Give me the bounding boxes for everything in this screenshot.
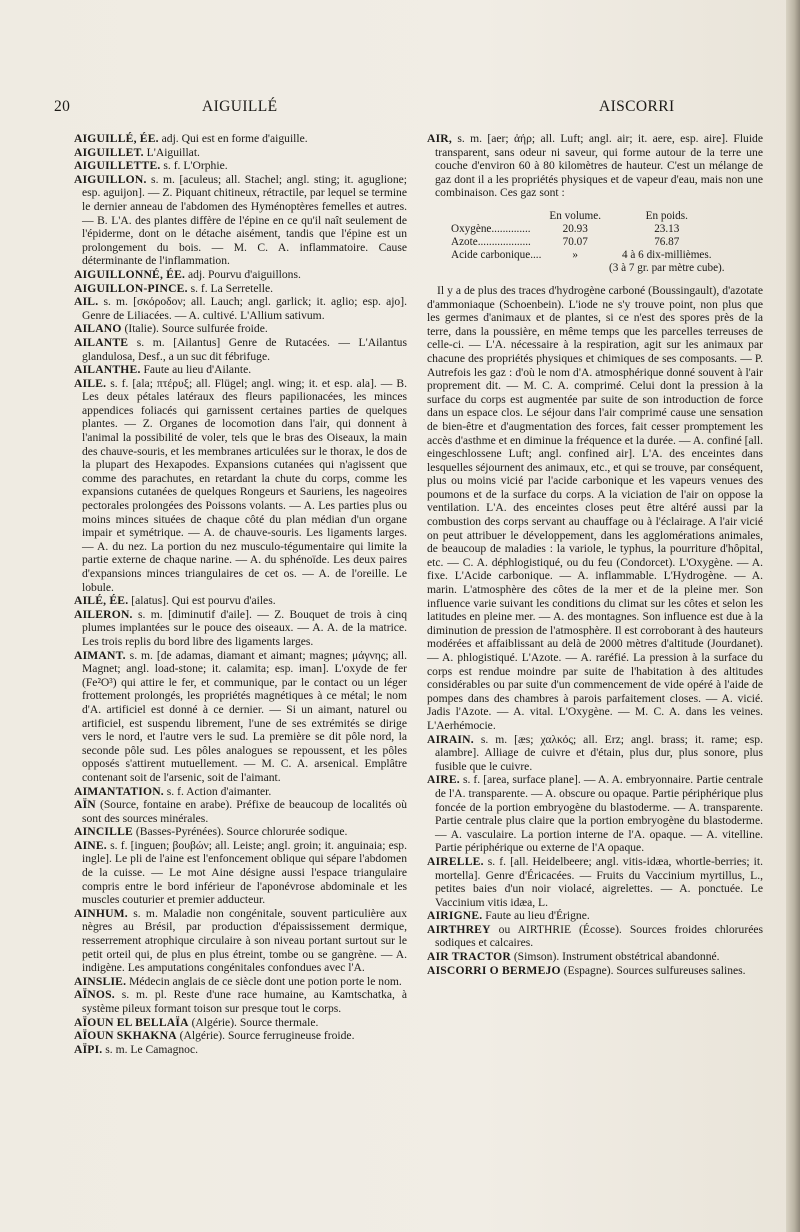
entry-aile — [74, 377, 407, 595]
entry-aincille — [74, 825, 407, 839]
entry-aiguillonne-ee — [74, 268, 407, 282]
entry-text: s. m. [σκόροδον; all. Lauch; angl. garlick; it. aglio; esp. ajo]. Genre de Liliacées. — A. cultivé. L'Allium sativum. — [82, 295, 407, 322]
entry-ailanthe — [74, 363, 407, 377]
entry-headword: AÏPI. — [74, 1042, 103, 1056]
entry-aiguillon — [74, 173, 407, 268]
entry-headword: AÏN — [74, 798, 96, 812]
entry-headword: AILE. — [74, 376, 107, 390]
entry-headword: AÏOUN SKHAKNA — [74, 1029, 177, 1043]
entry-headword: AILANTHE. — [74, 363, 141, 377]
header-first-word: AIGUILLÉ — [202, 98, 278, 115]
entry-text: s. m. Le Camagnoc. — [102, 1042, 199, 1056]
entry-headword: AILANO — [74, 322, 122, 336]
table-cell: Azote................... — [451, 235, 531, 248]
entry-text: Faute au lieu d'Ailante. — [140, 363, 252, 377]
entry-text: (Simson). Instrument obstétrical abandonné. — [510, 950, 720, 964]
entry-headword: AIMANT. — [74, 648, 126, 662]
table-cell: Acide carbonique.... — [451, 248, 542, 261]
entry-ainos — [74, 988, 407, 1015]
right-column — [427, 132, 763, 977]
entry-headword: AIGUILLON-PINCE. — [74, 281, 188, 295]
entry-air — [427, 132, 763, 200]
entry-text: Médecin anglais de ce siècle dont une potion porte le nom. — [126, 974, 402, 988]
entry-aile-ee — [74, 594, 407, 608]
entry-aiguillon-pince — [74, 282, 407, 296]
header-last-word: AISCORRI — [599, 98, 675, 115]
entry-air-tractor — [427, 950, 763, 964]
left-column — [74, 132, 407, 1056]
entry-aipi — [74, 1043, 407, 1057]
entry-text: (Espagne). Sources sulfureuses salines. — [560, 963, 746, 977]
entry-aiguille-ee — [74, 132, 407, 146]
page-edge — [786, 0, 800, 1232]
entry-ainhum — [74, 907, 407, 975]
entry-headword: AIGUILLET. — [74, 145, 144, 159]
entry-headword: AÏNOS. — [74, 988, 115, 1002]
entry-text: s. f. [ala; πτέρυξ; all. Flügel; angl. wing; it. et esp. ala]. — B. Les deux pétales latéraux des fleurs papilionacées, les minces appendices foliacés qui garnissent certaines parties de quelques plantes. — Z. Organes de locomotion dans l'air, qui donnent à l'animal la possibilité de voler, tels que le bras des Oiseaux, la main des chauve-souris, et les membranes articulées sur le thorax, le dos de la plupart des Hexapodes. Expansions cutanées qui n'agissent que comme des parachutes, en retardant la chute du corps, comme les expansions cutanées de quelques Rongeurs et Sauriens, les nageoires pectorales prolongées des Poissons volants. — A. Les parties plus ou moins minces situées de chaque côté du plan médian d'un organe impair et symétrique. — A. de chauve-souris. Les ligaments larges. — A. du nez. La portion du nez musculo-tégumentaire qui limite la partie externe de chaque narine. — A. du sphénoïde. Les deux paires d'expansions minces triangulaires de cet os. — A. de l'oreille. Le lobule. — [82, 376, 407, 594]
entry-text: s. m. [diminutif d'aile]. — Z. Bouquet de trois à cinq plumes implantées sur le pouce des oiseaux. — A. A. de la matrice. Les trois replis du bord libre des ligaments larges. — [82, 607, 407, 648]
entry-text: s. f. [all. Heidelbeere; angl. vitis-idæa, whortle-berries; it. mortella]. Genre d'Éricacées. — Fruits du Vaccinium myrtillus, L., petites baies d'un noir violacé, aigrelettes. — A. ponctuée. Le Vaccinium vitis idæa, L. — [435, 854, 763, 909]
entry-text: (Basses-Pyrénées). Source chlorurée sodique. — [132, 825, 348, 839]
entry-text: s. m. [de adamas, diamant et aimant; magnes; μάγνης; all. Magnet; angl. load-stone; it. calamita; esp. iman]. L'oxyde de fer (Fe²O³) qui attire le fer, et communique, par le contact ou un léger frottement prolongés, les propriétés magnétiques à ce métal; le nom d'A. artificiel est donné à ce dernier. — Si un aimant, naturel ou artificiel, est suspendu librement, l'une de ses extrémités se dirige vers le nord, et l'autre vers le sud. La première se dit pôle nord, la seconde pôle sud. Les pôles analogues se repoussent, et les pôles opposés s'attirent mutuellement. — M. C. A. arsenical. Emplâtre contenant soit de l'arsenic, soit de l'aimant. — [82, 648, 407, 784]
entry-ailano — [74, 322, 407, 336]
entry-headword: AIGUILLONNÉ, ÉE. — [74, 267, 186, 281]
running-header — [54, 98, 764, 124]
table-cell: 4 à 6 dix-millièmes. — [622, 248, 712, 261]
entry-headword: AILÉ, ÉE. — [74, 594, 129, 608]
table-header-cell: En poids. — [645, 209, 688, 222]
table-row — [447, 249, 729, 262]
entry-text: s. m. pl. Reste d'une race humaine, au Kamtschatka, à système pileux formant toison sur presque tout le corps. — [82, 988, 407, 1015]
entry-text: s. f. [area, surface plane]. — A. A. embryonnaire. Partie centrale de l'A. transparente. — A. obscure ou opaque. Partie périphérique plus foncée de la portion embryogène du blastoderme. — A. transparente. Partie centrale plus claire que la portion embryogène du blastoderme. — A. vasculaire. La portion interne de l'A. opaque. — A. vitelline. Partie périphérique ou externe de l'A opaque. — [435, 773, 763, 855]
entry-aileron — [74, 608, 407, 649]
air-composition-table — [447, 210, 729, 275]
table-note-row — [447, 262, 729, 275]
entry-aimant — [74, 649, 407, 785]
entry-headword: AIL. — [74, 295, 99, 309]
entry-headword: AILERON. — [74, 607, 133, 621]
table-row — [447, 223, 729, 236]
entry-airain — [427, 733, 763, 774]
entry-text: s. m. [Ailantus] Genre de Rutacées. — L'Ailantus glandulosa, Desf., a un suc dit fébrifuge. — [82, 335, 407, 363]
entry-text: adj. Pourvu d'aiguillons. — [185, 267, 301, 281]
entry-headword: AIRIGNE. — [427, 909, 483, 923]
entry-headword: AIRAIN. — [427, 732, 474, 746]
page-number: 20 — [54, 98, 71, 115]
table-header-cell — [447, 210, 545, 223]
entry-aimantation — [74, 785, 407, 799]
entry-headword: AISCORRI O BERMEJO — [427, 963, 561, 977]
entry-text: s. m. [aculeus; all. Stachel; angl. sting; it. aguglione; esp. aguijon]. — Z. Piquant chitineux, rétractile, par lequel se termine le dernier anneau de l'abdomen des Hyménoptères femelles et autres. — B. L'A. des plantes diffère de l'épine en ce qu'il naît seulement de l'épiderme, dont on le détache aisément, tandis que l'épine est un prolongement du bois. — M. C. A. inflammatoire. Cause déterminante de l'inflammation. — [82, 172, 407, 268]
table-header-cell: En volume. — [549, 209, 601, 222]
table-cell: 23.13 — [654, 222, 680, 235]
entry-text: s. f. L'Orphie. — [160, 159, 228, 173]
entry-headword: AINCILLE — [74, 825, 133, 839]
entry-headword: AIR, — [427, 132, 452, 145]
entry-headword: AINSLIE. — [74, 974, 127, 988]
table-cell: 70.07 — [562, 235, 588, 248]
entry-headword: AIGUILLETTE. — [74, 159, 161, 173]
entry-text: (Algérie). Source thermale. — [188, 1015, 319, 1029]
entry-aire — [427, 773, 763, 855]
entry-headword: AIGUILLON. — [74, 172, 147, 186]
table-header-row — [447, 210, 729, 223]
entry-text: ou AIRTHRIE (Écosse). Sources froides chlorurées sodiques et calcaires. — [435, 922, 763, 950]
entry-text: (Source, fontaine en arabe). Préfixe de beaucoup de localités où sont des sources minérales. — [82, 798, 407, 825]
entry-text: Faute au lieu d'Érigne. — [482, 909, 590, 923]
entry-headword: AINHUM. — [74, 906, 128, 920]
entry-airigne — [427, 909, 763, 923]
entry-headword: AINE. — [74, 838, 107, 852]
table-cell: Oxygène.............. — [451, 222, 531, 235]
entry-text: s. f. [inguen; βουβών; all. Leiste; angl. groin; it. anguinaia; esp. ingle]. Le pli de l'aine est l'enfoncement oblique qui sépare l'abdomen de la cuisse. — Le mot Aine désigne aussi l'espace triangulaire compris entre le bord inférieur de l'aponévrose abdominale et les muscles couturier et premier adducteur. — [82, 838, 407, 907]
entry-headword: AIGUILLÉ, ÉE. — [74, 132, 159, 145]
entry-ain — [74, 798, 407, 825]
entry-headword: AÏOUN EL BELLAÏA — [74, 1015, 189, 1029]
entry-ail — [74, 295, 407, 322]
entry-text: s. m. Maladie non congénitale, souvent particulière aux nègres au Brésil, par production d'épaississement dermique, resserrement atrophique circulaire à son niveau portant surtout sur le petit orteil qui, de plus en plus étreint, tombe ou se gangrène. — A. indigène. Les amputations congénitales confondues avec l'A. — [82, 906, 407, 975]
table-cell: 76.87 — [654, 235, 680, 248]
entry-aioun-el-bellaia — [74, 1016, 407, 1030]
table-note: (3 à 7 gr. par mètre cube). — [609, 261, 725, 274]
entry-headword: AIRTHREY — [427, 922, 491, 936]
entry-aioun-skhakna — [74, 1029, 407, 1043]
entry-text: L'Aiguillat. — [143, 145, 200, 159]
entry-text: s. f. La Serretelle. — [187, 281, 273, 295]
entry-ainslie — [74, 975, 407, 989]
entry-text: s. m. [æs; χαλκός; all. Erz; angl. brass; it. rame; esp. alambre]. Alliage de cuivre et d'étain, plus dur, plus sonore, plus fusible que le cuivre. — [435, 732, 763, 773]
entry-text: [alatus]. Qui est pourvu d'ailes. — [128, 594, 276, 608]
table-cell: » — [572, 248, 578, 261]
entry-headword: AIMANTATION. — [74, 784, 164, 798]
entry-airelle — [427, 855, 763, 909]
entry-aiscorri-o-bermejo — [427, 964, 763, 978]
entry-text: s. f. Action d'aimanter. — [163, 784, 272, 798]
entry-aiguillet — [74, 146, 407, 160]
entry-aiguillette — [74, 159, 407, 173]
table-row — [447, 236, 729, 249]
entry-ailante — [74, 336, 407, 363]
entry-headword: AILANTE — [74, 335, 129, 349]
entry-aine — [74, 839, 407, 907]
entry-headword: AIRELLE. — [427, 854, 484, 868]
entry-text: s. m. [aer; ἀήρ; all. Luft; angl. air; it. aere, esp. aire]. Fluide transparent, sans odeur ni saveur, qui forme autour de la terre une couche d'environ 60 à 80 kilomètres de hauteur. C'est un mélange de gaz dont il a les propriétés physiques et de vapeur d'eau, mais non une combinaison. Ces gaz sont : — [435, 132, 763, 200]
entry-headword: AIRE. — [427, 773, 460, 787]
entry-airthrey — [427, 923, 763, 950]
entry-text: adj. Qui est en forme d'aiguille. — [158, 132, 308, 145]
entry-text: (Italie). Source sulfurée froide. — [121, 322, 268, 336]
table-cell: 20.93 — [562, 222, 588, 235]
entry-text: (Algérie). Source ferrugineuse froide. — [176, 1029, 355, 1043]
entry-headword: AIR TRACTOR — [427, 950, 511, 964]
entry-para — [427, 284, 763, 733]
entry-text: Il y a de plus des traces d'hydrogène carboné (Boussingault), d'azotate d'ammoniaque (Schoenbein). L'iode ne s'y trouve point, non plus que les germes d'animaux et de plantes, si ce n'est des spores près de la terre, dans la poussière, en même temps que les parcelles terreuses de celle-ci. — L'A. nécessaire à la respiration, agit sur les animaux par chacune des propriétés physiques et chimiques de ses composants. — P. Autrefois les gaz : d'où le nom d'A. atmosphérique donné souvent à l'air proprement dit. — M. C. A. comprimé. Celui dont la pression à la surface du corps est augmentée par suite de son introduction de force dans un espace clos. Le séjour dans l'air comprimé cause une sensation de bien-être et d'augmentation des forces, fait cesser promptement les accès d'asthme et en diminue la fréquence et la durée. — A. confiné [all. eingeschlossene Luft; angl. confined air]. L'A. des enceintes dans lesquelles séjournent des animaux, etc., et qui se trouve, par conséquent, plus ou moins vicié par l'acide carbonique et les vapeurs venues des poumons et de la surface du corps. A la viciation de l'air on oppose la ventilation. L'A. des enceintes closes peut être altéré aussi par la combustion des corps servant au chauffage ou à l'éclairage. A l'air vicié on peut attribuer le développement, dans les agglomérations animales, de beaucoup de maladies : la variole, le typhus, la pourriture d'hôpital, etc. — C. A. déphlogistiqué, ou du feu (Condorcet). L'Oxygène. — A. fixe. L'Acide carbonique. — A. inflammable. L'Hydrogène. — A. marin. L'atmosphère des côtes de la mer et de la pleine mer. Son influence varie suivant les conditions du climat sur les côtes et selon les latitudes en pleine mer. — A. des montagnes. Son influence est due à la diminution de pression de l'atmosphère. Il est corroborant à des hauteurs modérées et affaiblissant au delà de 2000 mètres d'altitude (Jourdanet). — A. phlogistiqué. L'Azote. — A. raréfié. La pression à la surface du corps est rendue moindre par suite de l'habitation à des altitudes considérables ou par suite d'un commencement de vide opéré à l'aide de pompes dans des chambres à parois parfaitement closes. — A. vicié. Jadis l'Azote. — A. vital. L'Oxygène. — M. C. A. dans les veines. L'Aerhémocie. — [427, 283, 763, 732]
